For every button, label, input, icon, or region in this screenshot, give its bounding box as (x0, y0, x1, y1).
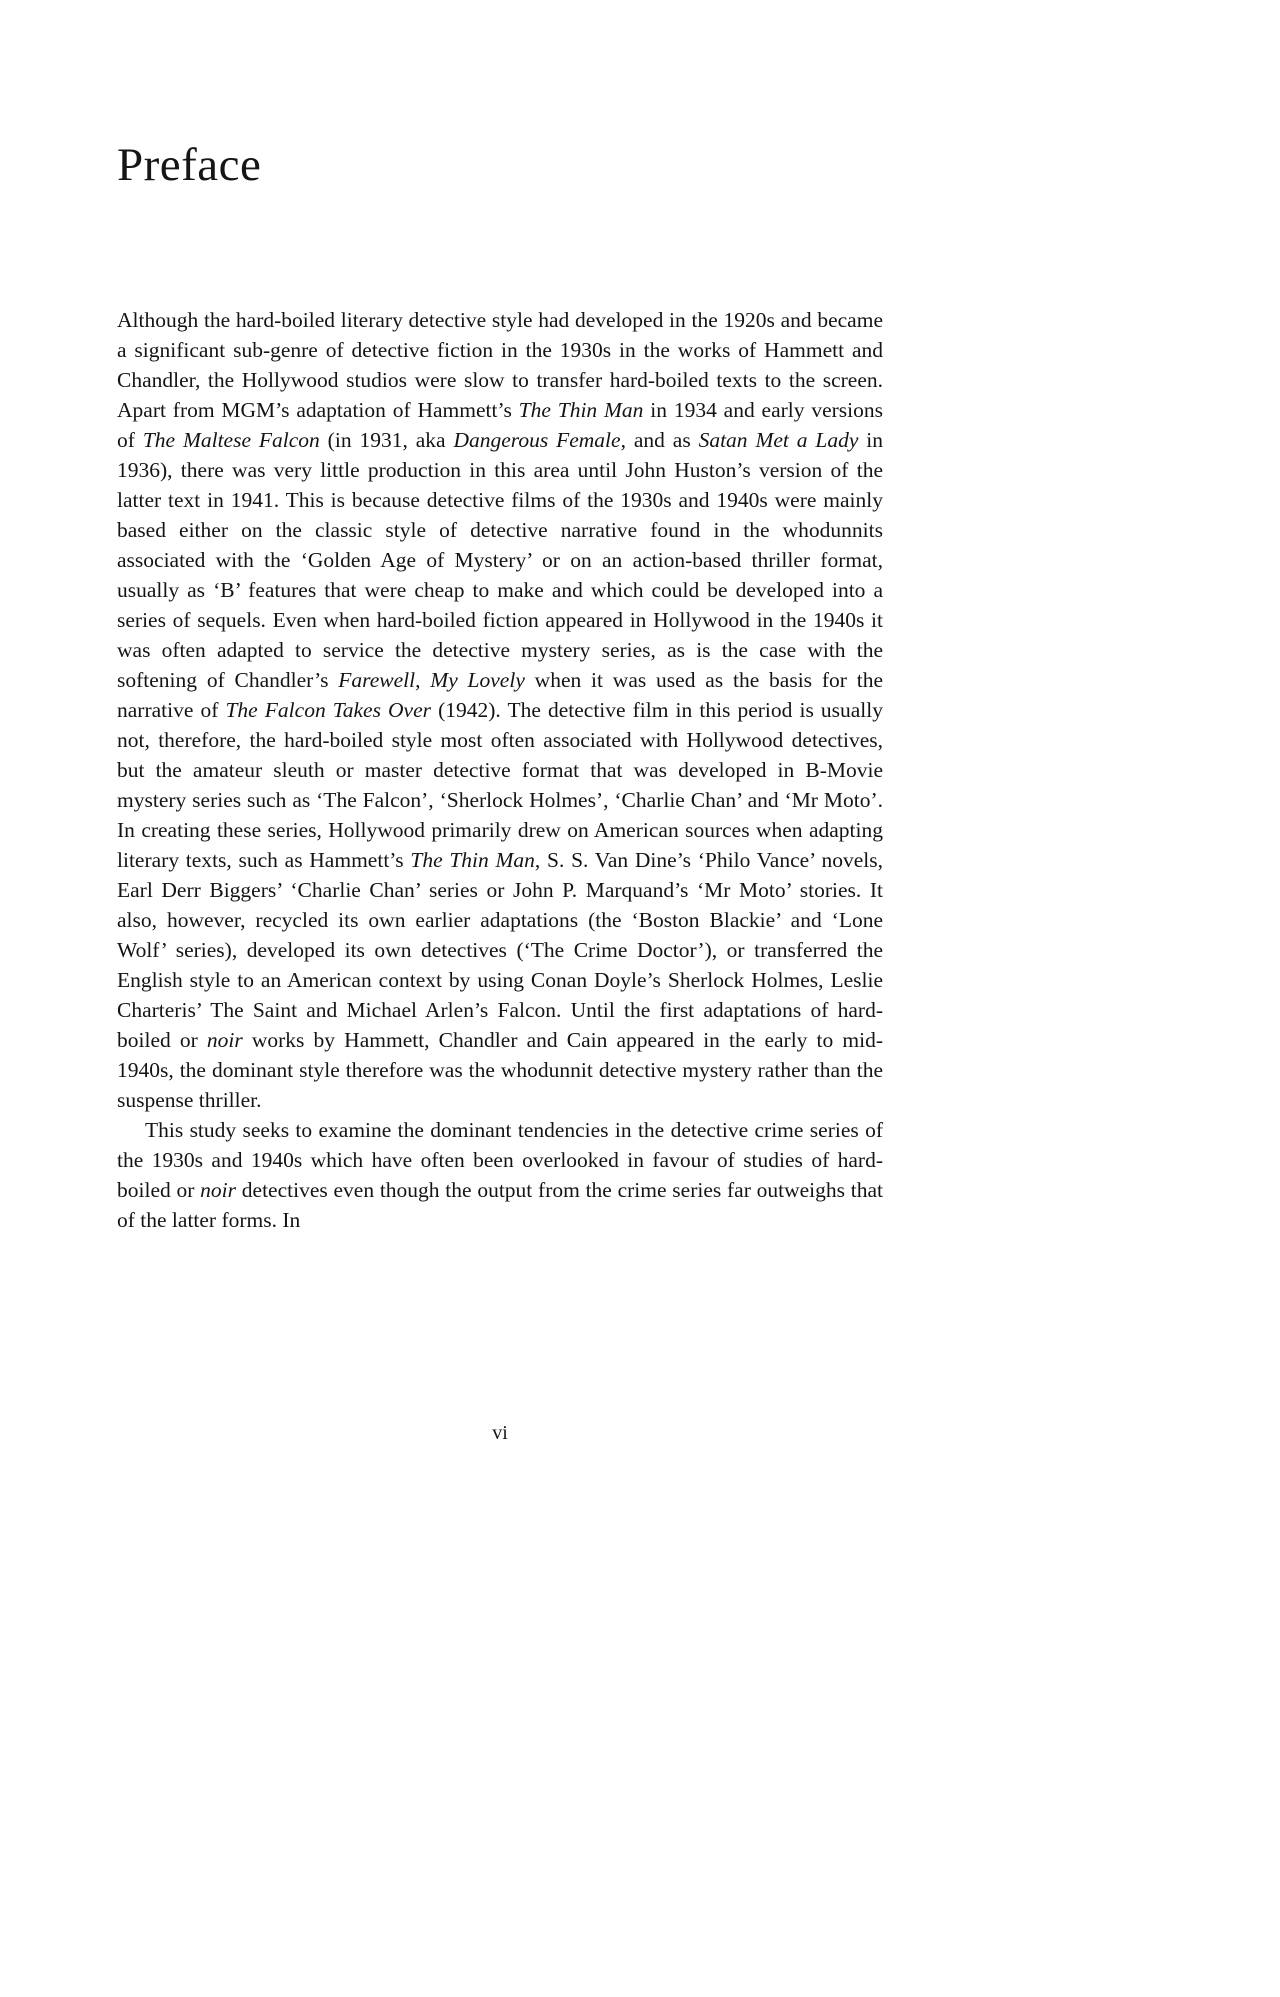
preface-body (117, 305, 883, 1235)
text-block (117, 138, 883, 1235)
preface-paragraph: Although the hard-boiled literary detective style had developed in the 1920s and became a significant sub-genre of detective fiction in the 1930s in the works of Hammett and Chandler, the Hollywood studios were slow to transfer hard-boiled texts to the screen. Apart from MGM’s adaptation of Hammett’s The Thin Man in 1934 and early versions of The Maltese Falcon (in 1931, aka Dangerous Female, and as Satan Met a Lady in 1936), there was very little production in this area until John Huston’s version of the latter text in 1941. This is because detective films of the 1930s and 1940s were mainly based either on the classic style of detective narrative found in the whodunnits associated with the ‘Golden Age of Mystery’ or on an action-based thriller format, usually as ‘B’ features that were cheap to make and which could be developed into a series of sequels. Even when hard-boiled fiction appeared in Hollywood in the 1940s it was often adapted to service the detective mystery series, as is the case with the softening of Chandler’s Farewell, My Lovely when it was used as the basis for the narrative of The Falcon Takes Over (1942). The detective film in this period is usually not, therefore, the hard-boiled style most often associated with Hollywood detectives, but the amateur sleuth or master detective format that was developed in B-Movie mystery series such as ‘The Falcon’, ‘Sherlock Holmes’, ‘Charlie Chan’ and ‘Mr Moto’. In creating these series, Hollywood primarily drew on American sources when adapting literary texts, such as Hammett’s The Thin Man, S. S. Van Dine’s ‘Philo Vance’ novels, Earl Derr Biggers’ ‘Charlie Chan’ series or John P. Marquand’s ‘Mr Moto’ stories. It also, however, recycled its own earlier adaptations (the ‘Boston Blackie’ and ‘Lone Wolf’ series), developed its own detectives (‘The Crime Doctor’), or transferred the English style to an American context by using Conan Doyle’s Sherlock Holmes, Leslie Charteris’ The Saint and Michael Arlen’s Falcon. Until the first adaptations of hard-boiled or noir works by Hammett, Chandler and Cain appeared in the early to mid-1940s, the dominant style therefore was the whodunnit detective mystery rather than the suspense thriller. (117, 308, 884, 1113)
page-title: Preface (117, 139, 262, 191)
page-number: vi (492, 1422, 508, 1444)
preface-paragraph: This study seeks to examine the dominant tendencies in the detective crime series of the 1930s and 1940s which have often been overlooked in favour of studies of hard-boiled or noir detectives even though the output from the crime series far outweighs that of the latter forms. In (117, 1118, 884, 1233)
